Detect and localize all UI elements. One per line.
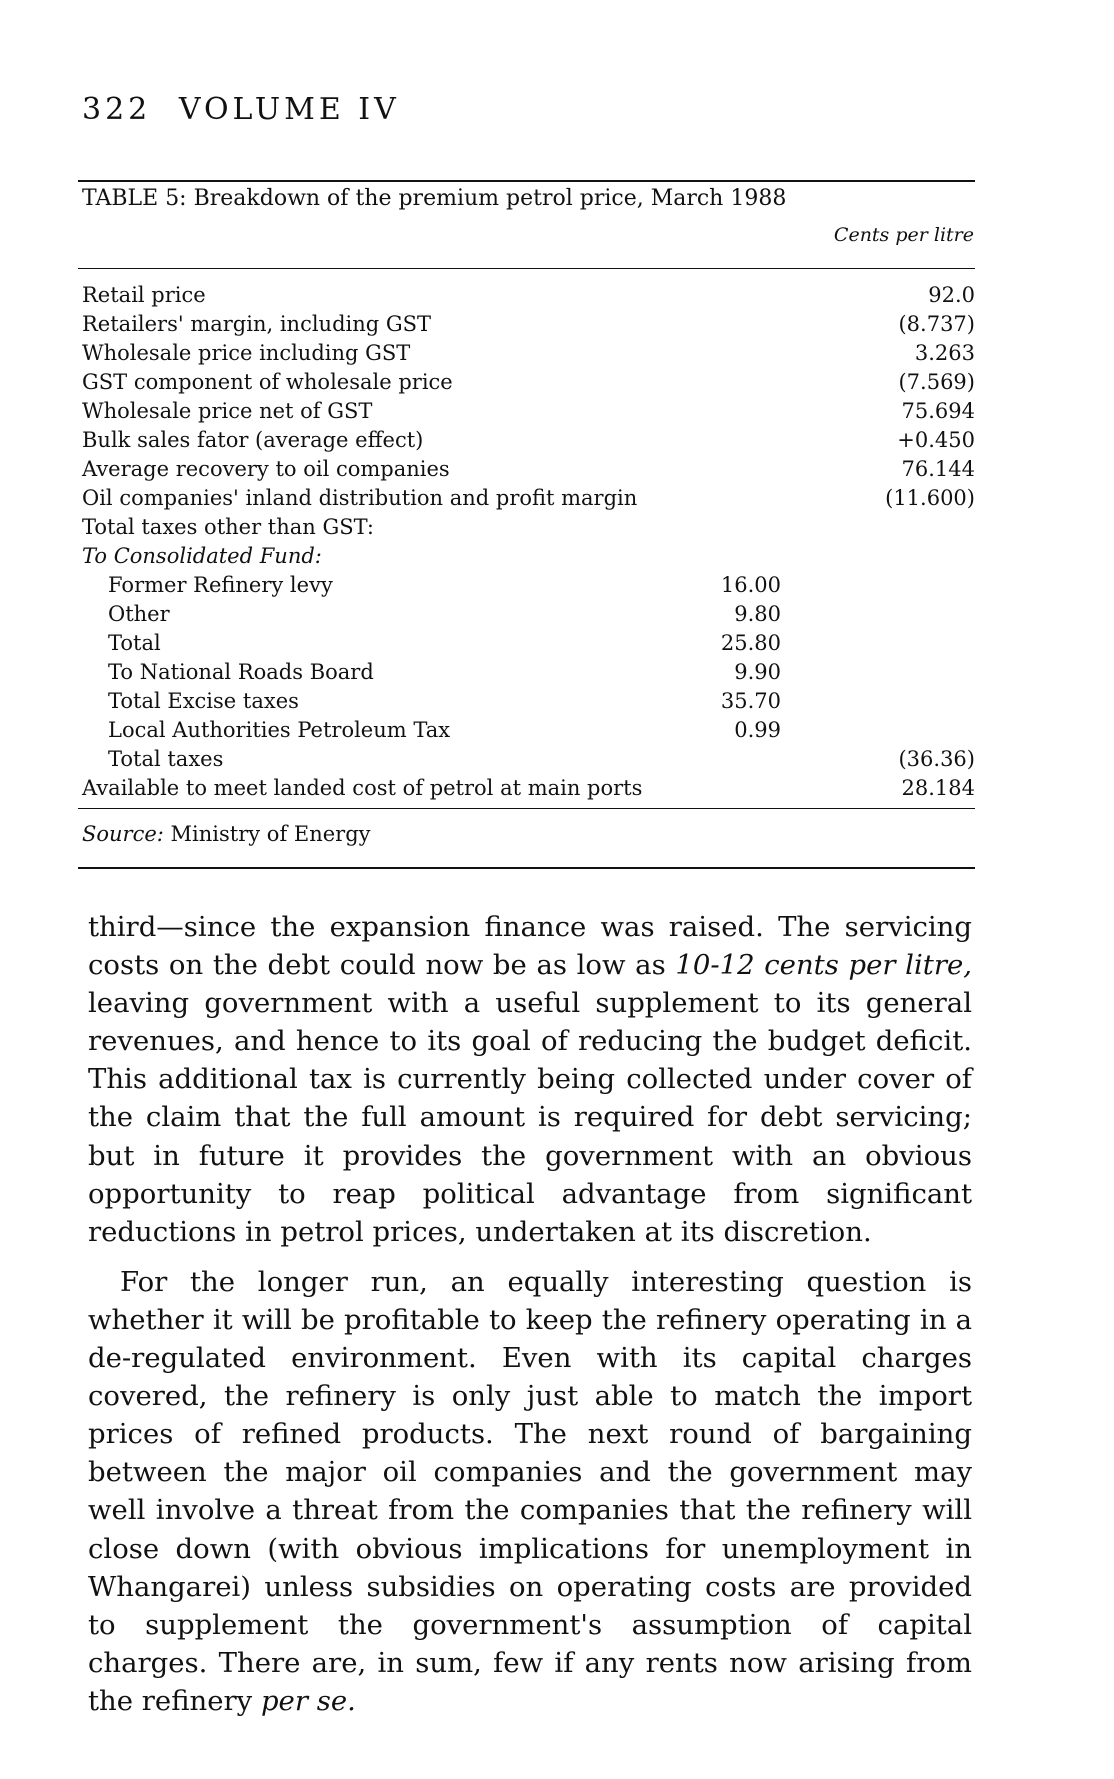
row-label: Wholesale price net of GST xyxy=(82,399,373,423)
table-row xyxy=(82,339,975,368)
row-label: Local Authorities Petroleum Tax xyxy=(108,718,451,742)
table-row xyxy=(82,658,975,687)
row-mid-value: 9.80 xyxy=(734,602,781,626)
table-row xyxy=(82,455,975,484)
table-row xyxy=(82,600,975,629)
row-mid-value: 16.00 xyxy=(720,573,781,597)
row-label: Bulk sales fator (average effect) xyxy=(82,428,424,452)
emphasis-text: per se. xyxy=(260,1684,356,1717)
table-row xyxy=(82,571,975,600)
row-right-value: (36.36) xyxy=(898,747,975,771)
row-label: Total Excise taxes xyxy=(108,689,299,713)
paragraph-text: leaving government with a useful supplement to its general revenues, and hence to its goal of reducing the budget deficit. This additional tax is currently being collected under cover of the claim that the full amount is required for debt servicing; but in future it provides the government with an obvious opportunity to reap political advantage from significant reductions in petrol prices, undertaken at its discretion. xyxy=(88,987,972,1248)
table-units: Cents per litre xyxy=(833,224,974,246)
row-label: Total taxes xyxy=(108,747,224,771)
petrol-price-table xyxy=(82,281,975,803)
table-row xyxy=(82,310,975,339)
table-row xyxy=(82,629,975,658)
row-label: Available to meet landed cost of petrol at main ports xyxy=(82,776,643,800)
row-right-value: (7.569) xyxy=(898,370,975,394)
body-text xyxy=(88,908,972,1720)
table-row xyxy=(82,774,975,803)
row-right-value: (8.737) xyxy=(898,312,975,336)
paragraph xyxy=(88,908,972,1251)
table-row xyxy=(82,745,975,774)
row-label: Retail price xyxy=(82,283,206,307)
table-source xyxy=(82,822,371,846)
row-label: Other xyxy=(108,602,170,626)
row-label: To Consolidated Fund: xyxy=(82,544,322,568)
table-row xyxy=(82,484,975,513)
row-right-value: 3.263 xyxy=(914,341,975,365)
paragraph-text: For the longer run, an equally interesting question is whether it will be profitable to keep the refinery operating in a de-regulated environment. Even with its capital charges covered, the refinery is only just able to match the import prices of refined products. The next round of bargaining between the major oil companies and the government may well involve a threat from the companies that the refinery will close down (with obvious implications for unemployment in Whangarei) unless subsidies on operating costs are provided to supplement the government's assumption of capital charges. There are, in sum, few if any rents now arising from the refinery xyxy=(88,1265,972,1717)
page-header xyxy=(82,92,400,127)
page-number: 322 xyxy=(82,92,152,127)
table-header-rule xyxy=(78,268,975,269)
row-mid-value: 9.90 xyxy=(734,660,781,684)
row-label: Oil companies' inland distribution and profit margin xyxy=(82,486,638,510)
row-label: GST component of wholesale price xyxy=(82,370,453,394)
paragraph xyxy=(88,1263,972,1720)
row-label: Retailers' margin, including GST xyxy=(82,312,432,336)
table-row xyxy=(82,542,975,571)
table-row xyxy=(82,397,975,426)
table-row xyxy=(82,687,975,716)
row-mid-value: 35.70 xyxy=(720,689,781,713)
row-label: Total taxes other than GST: xyxy=(82,515,374,539)
row-right-value: 75.694 xyxy=(901,399,975,423)
table-row xyxy=(82,281,975,310)
emphasis-text: 10-12 cents per litre, xyxy=(675,949,972,982)
row-mid-value: 25.80 xyxy=(720,631,781,655)
row-label: To National Roads Board xyxy=(108,660,374,684)
table-title: TABLE 5: Breakdown of the premium petrol price, March 1988 xyxy=(82,186,787,211)
table-row xyxy=(82,368,975,397)
row-right-value: 28.184 xyxy=(901,776,975,800)
table-top-rule xyxy=(78,180,975,182)
table-row xyxy=(82,513,975,542)
row-label: Wholesale price including GST xyxy=(82,341,411,365)
source-value: Ministry of Energy xyxy=(170,822,371,846)
row-right-value: +0.450 xyxy=(897,428,975,452)
row-mid-value: 0.99 xyxy=(734,718,781,742)
row-right-value: 92.0 xyxy=(928,283,975,307)
row-label: Total xyxy=(108,631,161,655)
table-end-rule xyxy=(78,867,975,869)
table-row xyxy=(82,716,975,745)
row-right-value: (11.600) xyxy=(885,486,975,510)
volume-label: VOLUME IV xyxy=(178,92,400,127)
row-label: Average recovery to oil companies xyxy=(82,457,450,481)
row-label: Former Refinery levy xyxy=(108,573,333,597)
row-right-value: 76.144 xyxy=(901,457,975,481)
paragraph-text: third—since the expansion finance was raised. The servicing costs on the debt could now be as low as xyxy=(88,911,972,982)
source-label: Source: xyxy=(82,822,164,846)
table-bottom-rule xyxy=(78,808,975,809)
table-row xyxy=(82,426,975,455)
